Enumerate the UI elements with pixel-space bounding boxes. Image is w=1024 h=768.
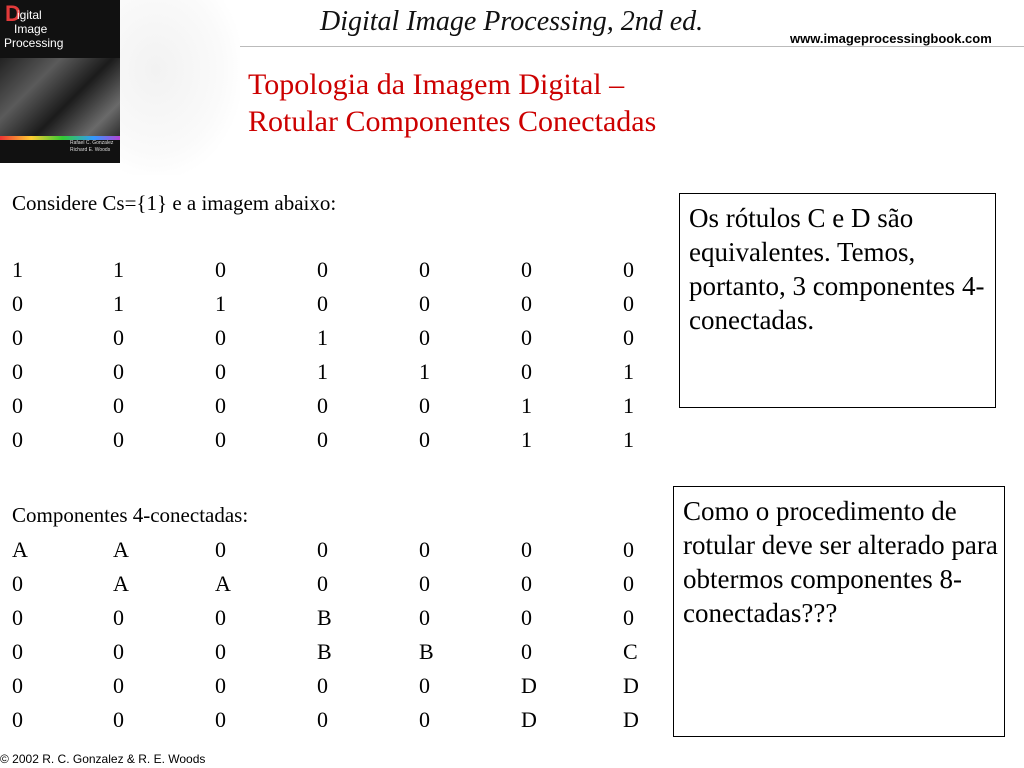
label-matrix-cell: D (521, 707, 537, 732)
label-matrix-cell: 0 (419, 707, 430, 732)
image-matrix-cell: 0 (623, 291, 634, 316)
image-matrix-cell: 1 (623, 427, 634, 452)
label-matrix-cell: A (113, 537, 129, 562)
book-cover-image (0, 0, 125, 163)
label-matrix-cell: 0 (113, 639, 124, 664)
image-matrix-cell: 0 (215, 325, 226, 350)
image-matrix-cell: 1 (623, 359, 634, 384)
image-matrix-cell: 0 (215, 393, 226, 418)
label-matrix-cell: 0 (215, 605, 226, 630)
label-matrix-cell: 0 (317, 571, 328, 596)
image-matrix-cell: 0 (12, 359, 23, 384)
image-matrix-cell: 0 (317, 393, 328, 418)
cover-title-line-3: Processing (4, 36, 64, 50)
image-matrix-row (0, 257, 660, 283)
label-matrix-cell: 0 (12, 707, 23, 732)
image-matrix-cell: 0 (215, 257, 226, 282)
image-matrix-cell: 0 (317, 257, 328, 282)
image-matrix-cell: 1 (521, 427, 532, 452)
image-matrix-cell: 0 (623, 257, 634, 282)
image-matrix-cell: 0 (521, 257, 532, 282)
image-matrix-row (0, 325, 660, 351)
image-matrix-cell: 0 (419, 393, 430, 418)
label-matrix-cell: 0 (12, 605, 23, 630)
cover-authors (70, 140, 113, 154)
image-matrix-cell: 1 (623, 393, 634, 418)
label-matrix-cell: 0 (419, 605, 430, 630)
label-matrix-row (0, 571, 660, 597)
label-matrix-cell: D (521, 673, 537, 698)
image-matrix-cell: 1 (12, 257, 23, 282)
image-matrix-cell: 1 (317, 359, 328, 384)
label-matrix-cell: D (623, 673, 639, 698)
image-matrix-cell: 0 (12, 393, 23, 418)
book-title: Digital Image Processing, 2nd ed. (320, 6, 704, 37)
label-matrix-cell: 0 (419, 537, 430, 562)
image-matrix-cell: 1 (215, 291, 226, 316)
label-matrix-cell: 0 (419, 571, 430, 596)
image-matrix-row (0, 359, 660, 385)
image-matrix-row (0, 291, 660, 317)
label-matrix-cell: 0 (521, 605, 532, 630)
image-matrix-row (0, 427, 660, 453)
image-matrix-cell: 0 (419, 291, 430, 316)
image-matrix-cell: 0 (12, 427, 23, 452)
slide-title (248, 66, 656, 140)
cover-author-1: Rafael C. Gonzalez (70, 140, 114, 146)
image-matrix-cell: 0 (113, 393, 124, 418)
image-matrix-cell: 0 (317, 291, 328, 316)
image-matrix-cell: 0 (419, 427, 430, 452)
image-matrix-cell: 0 (113, 325, 124, 350)
image-matrix-cell: 0 (521, 359, 532, 384)
copyright-footer: © 2002 R. C. Gonzalez & R. E. Woods (0, 752, 206, 766)
label-matrix-cell: 0 (215, 537, 226, 562)
image-matrix-cell: 0 (419, 325, 430, 350)
label-matrix-row (0, 707, 660, 733)
label-matrix-cell: 0 (623, 537, 634, 562)
label-matrix-cell: 0 (12, 639, 23, 664)
label-matrix-cell: B (317, 605, 332, 630)
label-matrix-cell: 0 (521, 639, 532, 664)
label-matrix-cell: 0 (113, 605, 124, 630)
label-matrix-cell: 0 (521, 571, 532, 596)
label-matrix-row (0, 605, 660, 631)
label-matrix-cell: 0 (419, 673, 430, 698)
label-matrix-cell: 0 (623, 605, 634, 630)
cover-title-line-1: igital (17, 8, 42, 22)
label-matrix-cell: A (113, 571, 129, 596)
components-label: Componentes 4-conectadas: (12, 503, 249, 527)
image-matrix-cell: 0 (521, 325, 532, 350)
cover-initial: D (5, 1, 21, 26)
question-note (673, 486, 1005, 737)
image-matrix-cell: 0 (623, 325, 634, 350)
image-matrix-cell: 0 (419, 257, 430, 282)
cover-author-2: Richard E. Woods (70, 147, 111, 153)
question-note-text: Como o procedimento de rotular deve ser alterado para obtermos componentes 8-conectadas??? (683, 496, 998, 628)
label-matrix-cell: C (623, 639, 638, 664)
image-matrix-cell: 0 (521, 291, 532, 316)
label-matrix-cell: D (623, 707, 639, 732)
label-matrix-cell: 0 (317, 707, 328, 732)
intro-text: Considere Cs={1} e a imagem abaixo: (12, 191, 337, 215)
label-matrix-cell: 0 (215, 639, 226, 664)
label-matrix-cell: B (419, 639, 434, 664)
equivalence-note (679, 193, 996, 408)
image-matrix-cell: 1 (113, 291, 124, 316)
label-matrix-cell: 0 (521, 537, 532, 562)
image-matrix-cell: 1 (113, 257, 124, 282)
label-matrix-row (0, 639, 660, 665)
label-matrix-row (0, 537, 660, 563)
label-matrix-cell: 0 (215, 707, 226, 732)
website-link[interactable]: www.imageprocessingbook.com (790, 31, 992, 46)
label-matrix-cell: 0 (317, 537, 328, 562)
header-divider (240, 46, 1024, 47)
label-matrix-cell: 0 (113, 707, 124, 732)
image-matrix-cell: 0 (113, 359, 124, 384)
cover-title-line-2: Image (14, 22, 48, 36)
label-matrix-cell: 0 (623, 571, 634, 596)
image-matrix-cell: 1 (521, 393, 532, 418)
label-matrix-cell: B (317, 639, 332, 664)
label-matrix-cell: 0 (215, 673, 226, 698)
cover-artwork (0, 58, 125, 138)
image-matrix-cell: 0 (12, 325, 23, 350)
label-matrix-cell: A (12, 537, 28, 562)
image-matrix-cell: 0 (215, 427, 226, 452)
label-matrix-row (0, 673, 660, 699)
slide-title-line-1: Topologia da Imagem Digital – (248, 68, 625, 101)
image-matrix-cell: 0 (317, 427, 328, 452)
image-matrix-cell: 1 (317, 325, 328, 350)
label-matrix-cell: 0 (113, 673, 124, 698)
image-matrix-cell: 1 (419, 359, 430, 384)
label-matrix-cell: 0 (12, 673, 23, 698)
slide-title-line-2: Rotular Componentes Conectadas (248, 105, 657, 138)
image-matrix-row (0, 393, 660, 419)
equivalence-note-text: Os rótulos C e D são equivalentes. Temos, portanto, 3 componentes 4-conectadas. (689, 203, 985, 335)
label-matrix-cell: A (215, 571, 231, 596)
image-matrix-cell: 0 (215, 359, 226, 384)
label-matrix-cell: 0 (317, 673, 328, 698)
label-matrix-cell: 0 (12, 571, 23, 596)
image-matrix-cell: 0 (12, 291, 23, 316)
image-matrix-cell: 0 (113, 427, 124, 452)
decorative-globe (120, 0, 240, 175)
